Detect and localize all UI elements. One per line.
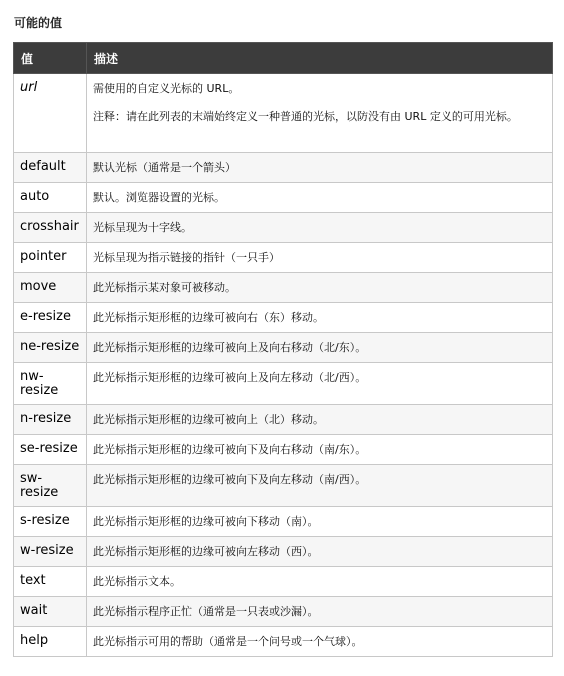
value-cell: se-resize — [14, 435, 87, 465]
value-cell: crosshair — [14, 213, 87, 243]
value-cell: ne-resize — [14, 333, 87, 363]
value-cell: w-resize — [14, 537, 87, 567]
table-row — [14, 363, 553, 405]
value-cell: auto — [14, 183, 87, 213]
table-row — [14, 333, 553, 363]
description-cell — [87, 183, 553, 213]
description-text: 需使用的自定义光标的 URL。 — [93, 82, 240, 95]
description-text: 此光标指示矩形框的边缘可被向下及向右移动（南/东）。 — [93, 443, 367, 456]
table-row — [14, 627, 553, 657]
description-text: 默认光标（通常是一个箭头） — [93, 161, 236, 174]
description-text: 此光标指示矩形框的边缘可被向上及向左移动（北/西）。 — [93, 371, 367, 384]
header-description: 描述 — [87, 43, 553, 74]
description-text: 注释：请在此列表的末端始终定义一种普通的光标，以防没有由 URL 定义的可用光标。 — [93, 110, 518, 123]
table-row — [14, 303, 553, 333]
description-cell — [87, 597, 553, 627]
description-text: 此光标指示矩形框的边缘可被向右（东）移动。 — [93, 311, 324, 324]
table-row — [14, 597, 553, 627]
value-cell: move — [14, 273, 87, 303]
table-row — [14, 405, 553, 435]
description-text: 此光标指示文本。 — [93, 575, 181, 588]
value-cell: nw-resize — [14, 363, 87, 405]
description-text: 默认。浏览器设置的光标。 — [93, 191, 225, 204]
description-cell — [87, 363, 553, 405]
description-cell — [87, 273, 553, 303]
value-cell: n-resize — [14, 405, 87, 435]
cursor-values-table — [13, 42, 553, 657]
table-row — [14, 183, 553, 213]
description-cell — [87, 243, 553, 273]
table-row — [14, 243, 553, 273]
value-cell: wait — [14, 597, 87, 627]
description-text: 此光标指示可用的帮助（通常是一个问号或一个气球）。 — [93, 635, 363, 648]
description-text: 此光标指示矩形框的边缘可被向上及向右移动（北/东）。 — [93, 341, 367, 354]
description-cell — [87, 465, 553, 507]
value-cell: pointer — [14, 243, 87, 273]
description-cell — [87, 405, 553, 435]
table-row — [14, 213, 553, 243]
description-cell — [87, 333, 553, 363]
description-cell — [87, 303, 553, 333]
table-row — [14, 507, 553, 537]
description-text: 此光标指示矩形框的边缘可被向上（北）移动。 — [93, 413, 324, 426]
table-row — [14, 273, 553, 303]
description-text: 此光标指示某对象可被移动。 — [93, 281, 236, 294]
description-cell — [87, 153, 553, 183]
description-cell — [87, 537, 553, 567]
description-text: 光标呈现为指示链接的指针（一只手） — [93, 251, 280, 264]
description-cell — [87, 213, 553, 243]
table-row — [14, 537, 553, 567]
description-text: 此光标指示矩形框的边缘可被向左移动（西）。 — [93, 545, 319, 558]
table-row — [14, 435, 553, 465]
value-cell: sw-resize — [14, 465, 87, 507]
description-text: 光标呈现为十字线。 — [93, 221, 192, 234]
header-value: 值 — [14, 43, 87, 74]
description-cell — [87, 507, 553, 537]
value-cell: e-resize — [14, 303, 87, 333]
value-cell: text — [14, 567, 87, 597]
value-cell: s-resize — [14, 507, 87, 537]
table-row — [14, 465, 553, 507]
value-cell: default — [14, 153, 87, 183]
description-text: 此光标指示矩形框的边缘可被向下及向左移动（南/西）。 — [93, 473, 367, 486]
value-cell: url — [14, 74, 87, 153]
description-cell — [87, 74, 553, 153]
table-header-row — [14, 43, 553, 74]
table-row — [14, 153, 553, 183]
table-row — [14, 74, 553, 153]
description-cell — [87, 567, 553, 597]
description-text: 此光标指示程序正忙（通常是一只表或沙漏）。 — [93, 605, 319, 618]
description-cell — [87, 435, 553, 465]
value-cell: help — [14, 627, 87, 657]
table-row — [14, 567, 553, 597]
description-text: 此光标指示矩形框的边缘可被向下移动（南）。 — [93, 515, 319, 528]
section-heading: 可能的值 — [14, 16, 63, 30]
description-cell — [87, 627, 553, 657]
